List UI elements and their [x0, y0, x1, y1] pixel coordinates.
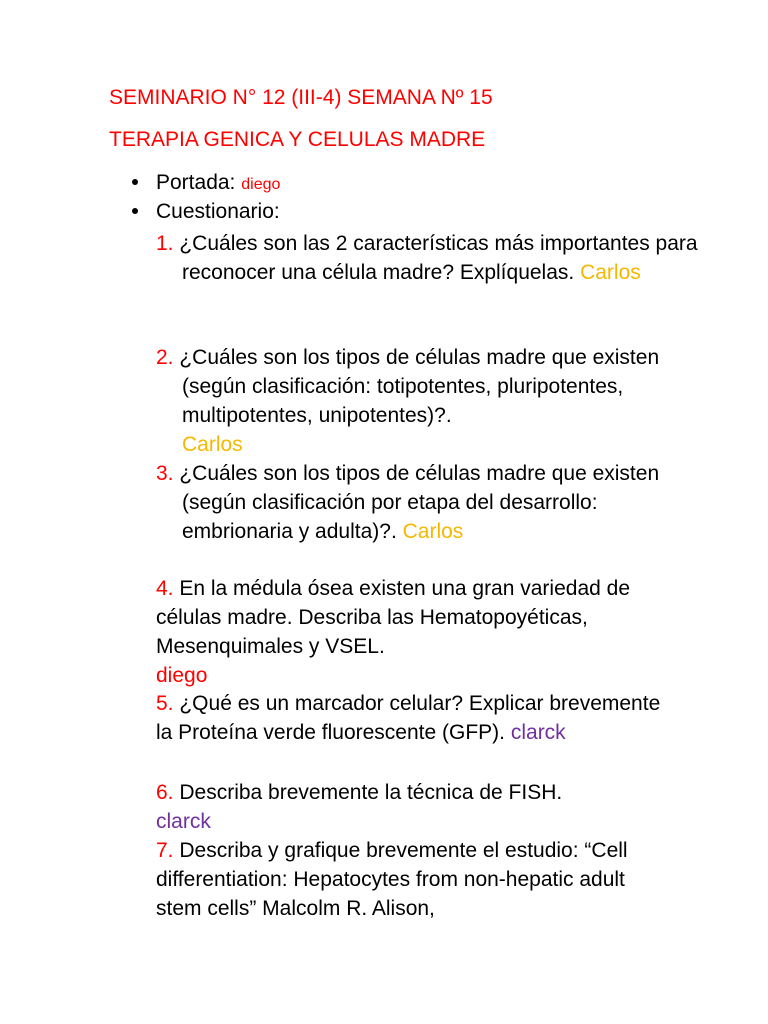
- question-text: Describa brevemente la técnica de FISH.: [179, 781, 563, 804]
- assignee-label: clarck: [156, 810, 211, 833]
- seminar-title: SEMINARIO N° 12 (III-4) SEMANA Nº 15: [109, 86, 493, 109]
- question-number: 6.: [156, 781, 174, 804]
- assignee-label: Carlos: [402, 520, 464, 543]
- question-number: 2.: [156, 346, 174, 369]
- assignee-label: Carlos: [182, 433, 243, 456]
- question-number: 7.: [156, 839, 174, 862]
- question-text: Describa y grafique brevemente el estudio: “Cell differentiation: Hepatocytes from non-hepatic adult stem cells” Malcolm R. Alison,: [156, 839, 628, 920]
- question-item: [156, 343, 702, 459]
- question-text: ¿Cuáles son los tipos de células madre que existen (según clasificación: totipotentes, pluripotentes, multipotentes, unipotentes)?.: [179, 346, 660, 427]
- bullet-label: Portada:: [156, 171, 236, 194]
- bullet-label: Cuestionario:: [156, 200, 280, 223]
- question-item: [156, 574, 676, 690]
- question-text: En la médula ósea existen una gran variedad de células madre. Describa las Hematopoyéticas, Mesenquimales y VSEL.: [156, 577, 630, 658]
- question-text: ¿Cuáles son los tipos de células madre que existen (según clasificación por etapa del desarrollo: embrionaria y adulta)?.: [179, 462, 660, 543]
- question-number: 5.: [156, 692, 174, 715]
- question-text: ¿Qué es un marcador celular? Explicar brevemente la Proteína verde fluorescente (GFP).: [156, 692, 661, 744]
- assignee-label: Carlos: [580, 261, 641, 284]
- question-number: 4.: [156, 577, 174, 600]
- question-number: 1.: [156, 232, 174, 255]
- bullet-dot-icon: [132, 179, 138, 185]
- question-item: [156, 778, 676, 836]
- assignee-label: clarck: [510, 721, 566, 744]
- question-item: [156, 229, 702, 287]
- assignee-label: diego: [156, 664, 208, 687]
- question-item: [156, 836, 676, 923]
- assignee-label: diego: [241, 176, 281, 193]
- question-item: [156, 689, 676, 747]
- question-item: [156, 459, 702, 546]
- question-text: ¿Cuáles son las 2 características más importantes para reconocer una célula madre? Explíquelas.: [179, 232, 698, 284]
- seminar-subtitle: TERAPIA GENICA Y CELULAS MADRE: [109, 128, 486, 151]
- bullet-dot-icon: [132, 208, 138, 214]
- question-number: 3.: [156, 462, 174, 485]
